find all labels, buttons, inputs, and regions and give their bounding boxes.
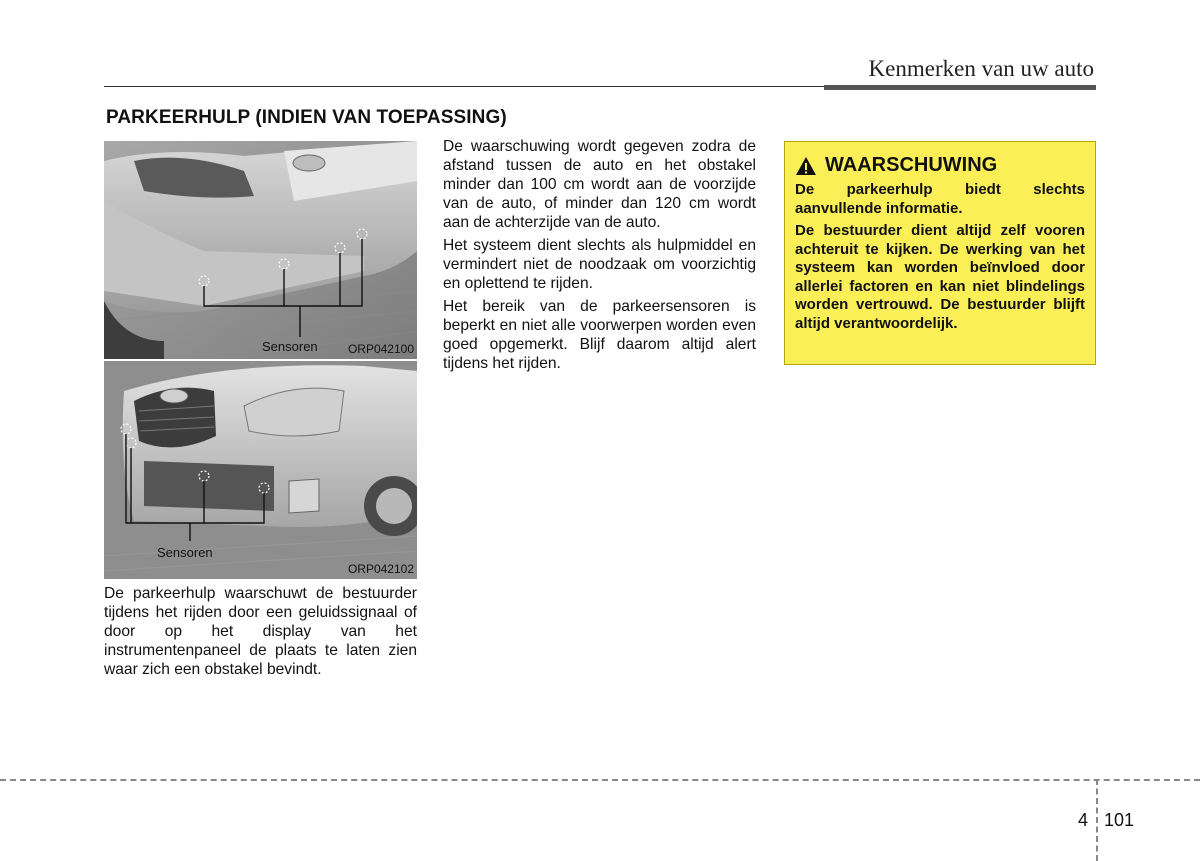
front-figure-code: ORP042102	[347, 562, 414, 576]
warning-paragraph-1: De parkeerhulp biedt slechts aanvullende informatie.	[795, 181, 1085, 217]
rear-car-illustration	[104, 141, 417, 359]
column2-paragraph-3: Het bereik van de parkeersensoren is beperkt en niet alle voorwerpen worden even goed opgemerkt. Blijf daarom altijd alert tijdens het rijden.	[443, 298, 756, 372]
column2-paragraph-1: De waarschuwing wordt gegeven zodra de afstand tussen de auto en het obstakel minder dan 100 cm wordt aan de voorzijde van de auto, of minder dan 120 cm wordt aan de achterzijde van de auto.	[443, 138, 756, 231]
warning-header	[795, 154, 1085, 177]
rear-sensor-figure	[104, 141, 417, 359]
column2-text	[443, 137, 756, 377]
warning-box	[784, 141, 1096, 365]
column2-paragraph-2: Het systeem dient slechts als hulpmiddel en vermindert niet de noodzaak om voorzichtig en oplettend te rijden.	[443, 237, 756, 292]
rear-sensors-label: Sensoren	[262, 339, 318, 354]
section-title: PARKEERHULP (INDIEN VAN TOEPASSING)	[106, 107, 507, 128]
column1-paragraph: De parkeerhulp waarschuwt de bestuurder tijdens het rijden door een geluidssignaal of door op het display van het instrumentenpaneel de plaats te laten zien waar zich een obstakel bevindt.	[104, 585, 417, 678]
page-number: 101	[1104, 810, 1135, 830]
column1-text	[104, 584, 417, 683]
front-car-illustration	[104, 361, 417, 579]
footer-divider	[1096, 779, 1098, 861]
front-sensors-label: Sensoren	[157, 545, 213, 560]
footer-rule	[0, 779, 1200, 781]
warning-paragraph-2: De bestuurder dient altijd zelf vooren achteruit te kijken. De werking van het systeem kan worden beïnvloed door allerlei factoren en kan niet blindelings worden vertrouwd. De bestuurder blijft altijd verantwoordelijk.	[795, 222, 1085, 332]
warning-title: WAARSCHUWING	[825, 154, 998, 176]
running-header-title: Kenmerken van uw auto	[868, 56, 1094, 81]
header-rule-accent	[824, 85, 1096, 90]
chapter-number: 4	[1078, 810, 1089, 830]
rear-figure-code: ORP042100	[347, 342, 414, 356]
front-sensor-figure	[104, 361, 417, 579]
warning-triangle-icon	[795, 156, 817, 176]
